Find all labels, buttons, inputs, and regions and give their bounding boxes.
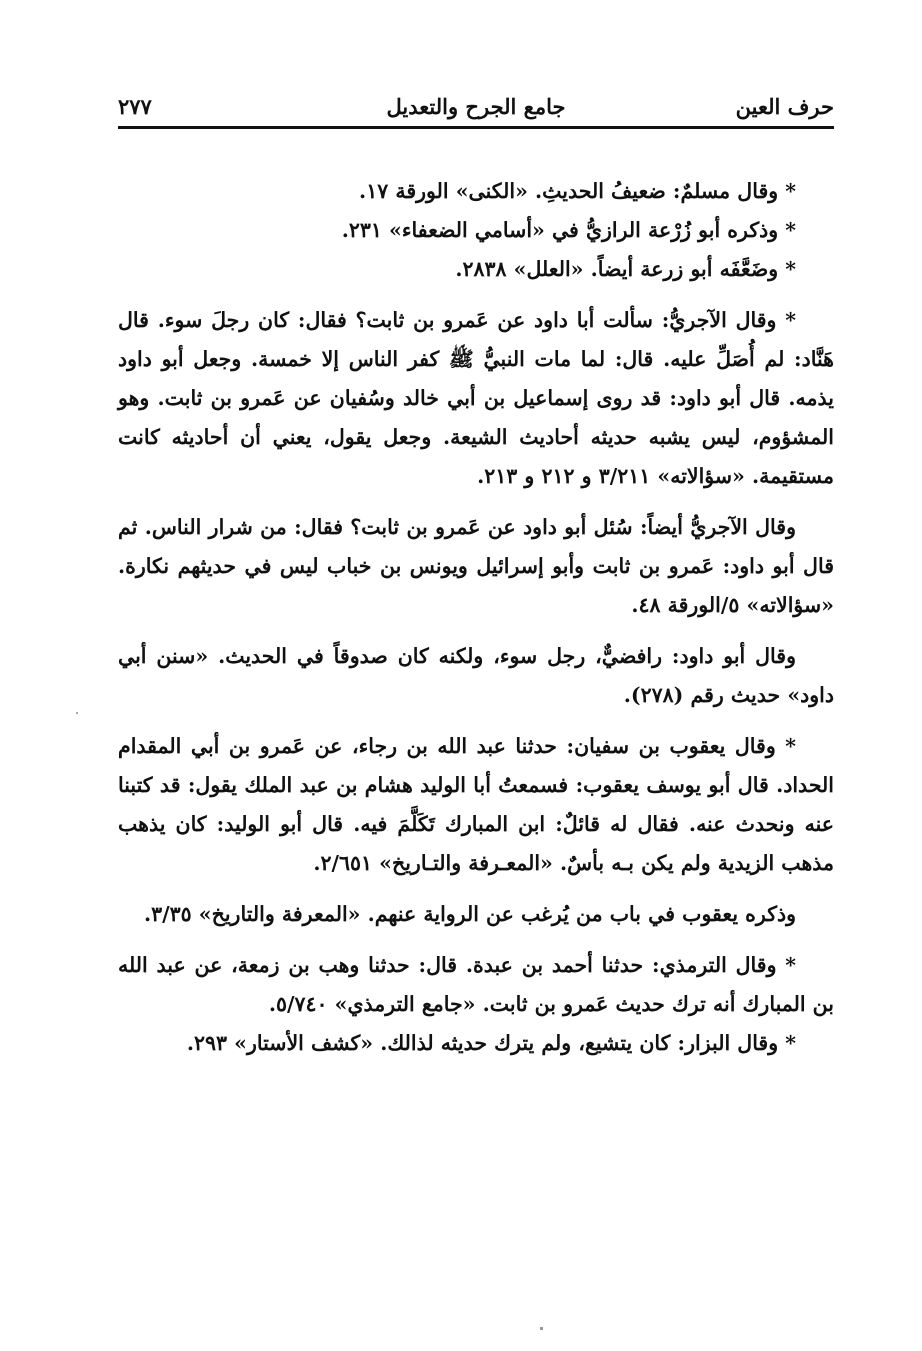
paragraph-yaqub-1: * وقال يعقوب بن سفيان: حدثنا عبد الله بن رجاء، عن عَمرو بن أبي المقدام الحداد. قال أبو يوسف يعقوب: فسمعتُ أبا الوليد هشام بن عبد الملك يقول: قد كتبنا عنه ونحدث عنه. فقال له قائلٌ: ابن المبارك تَكَلَّمَ فيه. قال أبو الوليد: كان يذهب مذهب الزيدية ولم يكن بـه بأسٌ. «المعـرفة والتـاريخ» ٢/٦٥١.: [118, 734, 834, 875]
paragraph-ajurri-1: * وقال الآجريُّ: سألت أبا داود عن عَمرو بن ثابت؟ فقال: كان رجلَ سوء. قال هَنَّاد: لم أُصَلِّ عليه. قال: لما مات النبيُّ ﷺ كفر الناس إلا خمسة. وجعل أبو داود يذمه. قال أبو داود: قد روى إسماعيل بن أبي خالد وسُفيان عن عَمرو بن ثابت. وهو المشؤوم، ليس يشبه حديثه أحاديث الشيعة. وجعل يقول، يعني أن أحاديثه كانت مستقيمة. «سؤالاته» ٣/٢١١ و ٢١٢ و ٢١٣.: [118, 308, 834, 488]
paragraph-abu-dawud: وقال أبو داود: رافضيٌّ، رجل سوء، ولكنه كان صدوقاً في الحديث. «سنن أبي داود» حديث رقم (٢٧٨).: [118, 644, 834, 707]
paragraph-abu-zura-asami: * وذكره أبو زُرْعة الرازيُّ في «أسامي الضعفاء» ٢٣١.: [341, 218, 796, 242]
page-body: [118, 172, 834, 1063]
book-title: جامع الجرح والتعديل: [386, 94, 566, 119]
paragraph-bazzar: * وقال البزار: كان يتشيع، ولم يترك حديثه لذالك. «كشف الأستار» ٢٩٣.: [186, 1031, 796, 1055]
scan-speck: [540, 1327, 543, 1330]
paragraph-gap: [118, 883, 834, 895]
header-rule: [118, 126, 834, 129]
paragraph-tirmidhi: * وقال الترمذي: حدثنا أحمد بن عبدة. قال: حدثنا وهب بن زمعة، عن عبد الله بن المبارك أنه ترك حديث عَمرو بن ثابت. «جامع الترمذي» ٥/٧٤٠.: [118, 953, 834, 1016]
paragraph-muslim: * وقال مسلمٌ: ضعيفُ الحديثِ. «الكنى» الورقة ١٧.: [359, 179, 796, 203]
running-header: [118, 92, 834, 124]
paragraph-yaqub-2: وذكره يعقوب في باب من يُرغب عن الرواية عنهم. «المعرفة والتاريخ» ٣/٣٥.: [143, 902, 796, 926]
paragraph-gap: [118, 289, 834, 301]
paragraph-gap: [118, 715, 834, 727]
paragraph-gap: [118, 934, 834, 946]
scan-speck: [76, 712, 78, 714]
page-number: ٢٧٧: [118, 94, 152, 119]
paragraph-abu-zura-ilal: * وضَعَّفَه أبو زرعة أيضاً. «العلل» ٢٨٣٨.: [455, 257, 796, 281]
paragraph-ajurri-2: وقال الآجريُّ أيضاً: سُئل أبو داود عن عَمرو بن ثابت؟ فقال: من شرار الناس. ثم قال أبو داود: عَمرو بن ثابت وأبو إسرائيل ويونس بن خباب ليس في حديثهم نكارة. «سؤالاته» ٥/الورقة ٤٨.: [118, 515, 834, 617]
section-title: حرف العين: [735, 94, 834, 119]
paragraph-gap: [118, 496, 834, 508]
paragraph-gap: [118, 625, 834, 637]
